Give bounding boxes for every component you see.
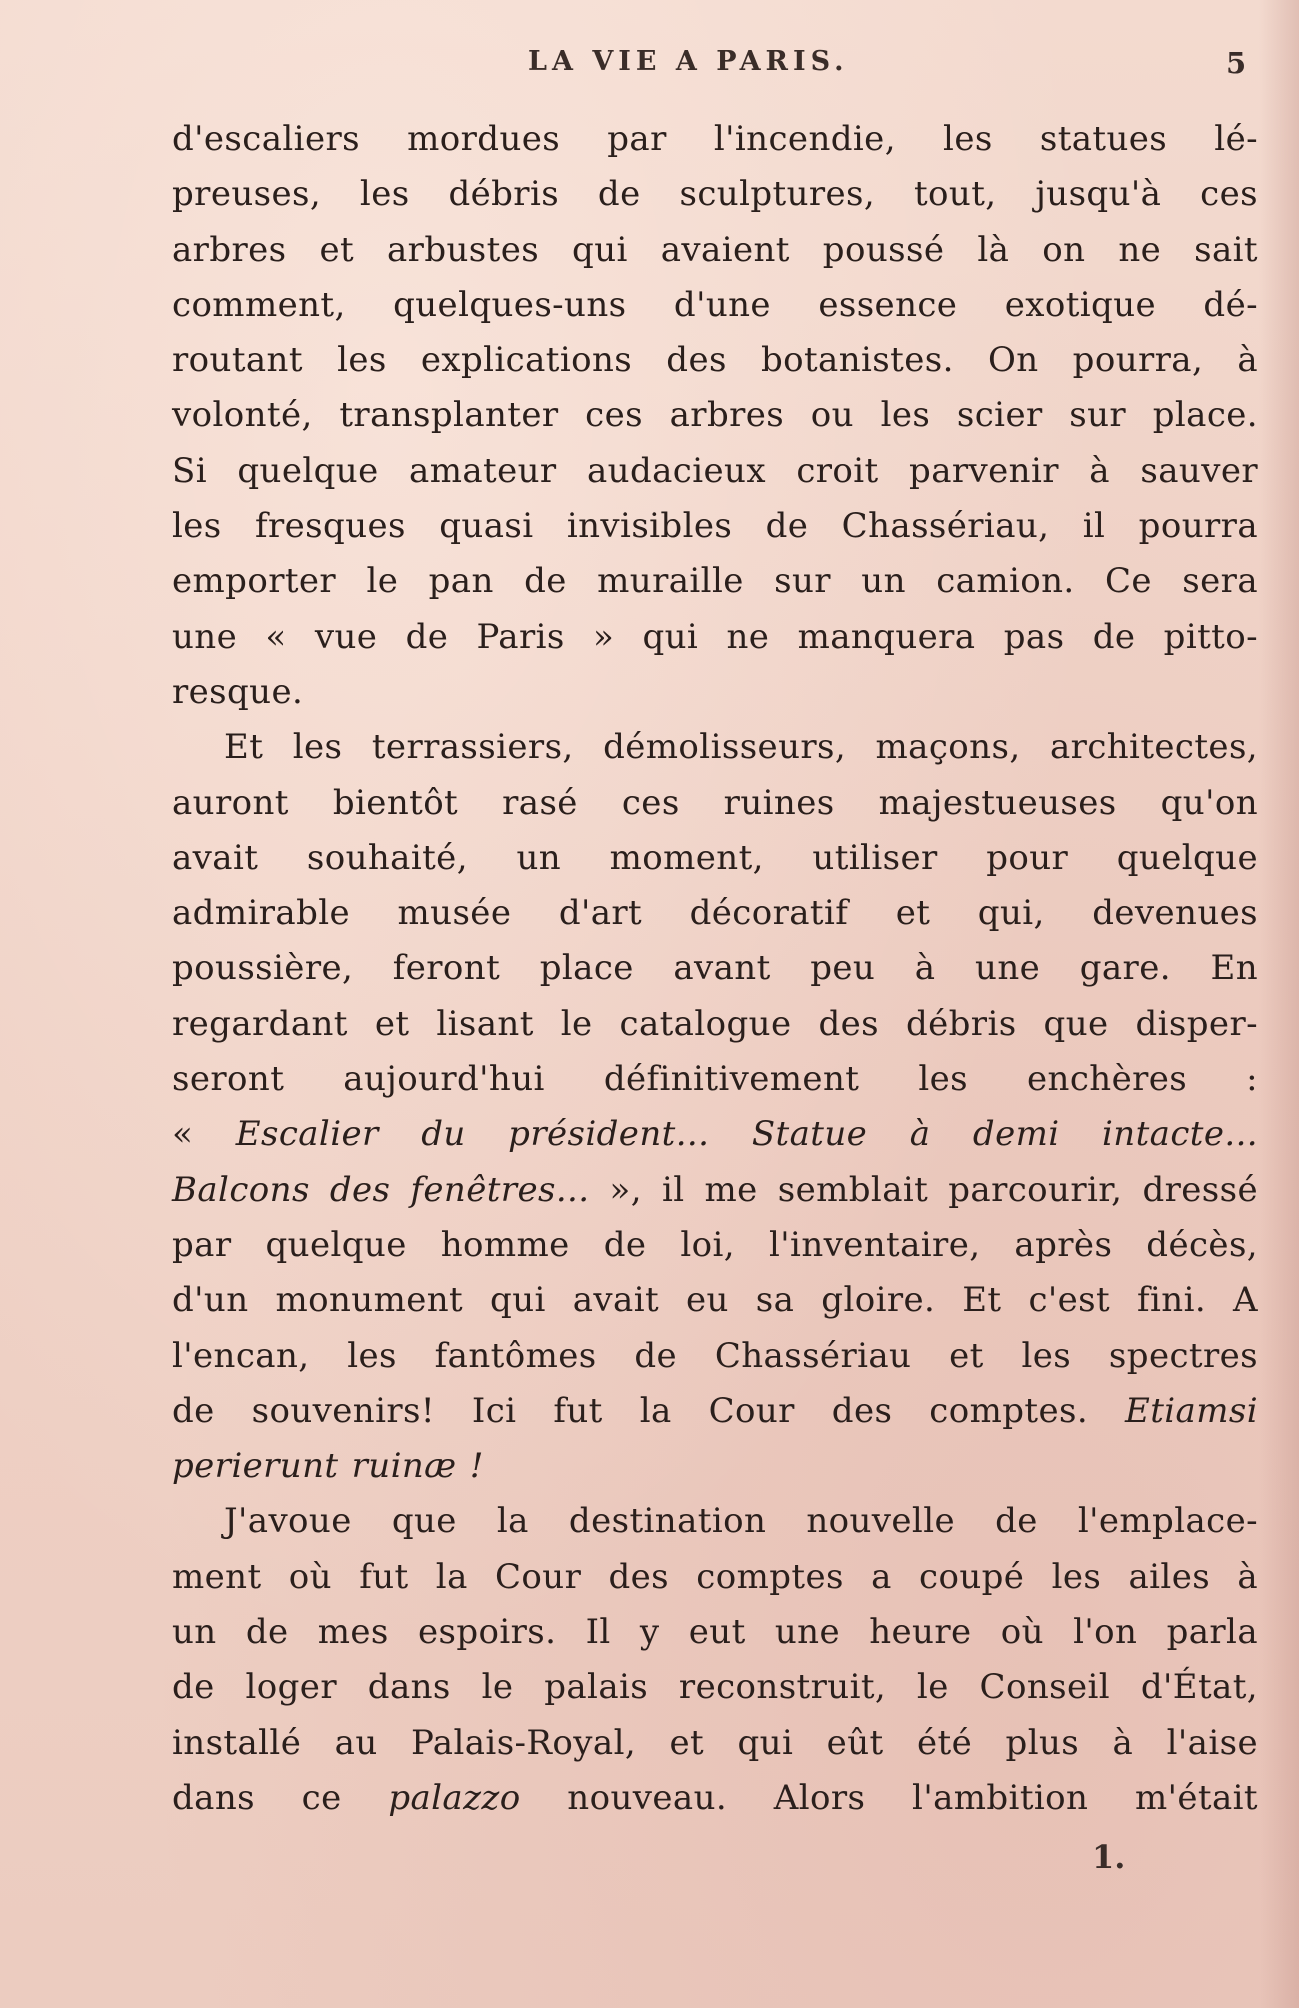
- italic-text: palazzo: [388, 1777, 521, 1818]
- text-segment: J'avoue que la destination nouvelle de l'emplace-: [224, 1501, 1258, 1542]
- text-segment: arbres et arbustes qui avaient poussé là on ne sait: [172, 229, 1258, 270]
- text-segment: emporter le pan de muraille sur un camion. Ce sera: [172, 561, 1258, 602]
- text-segment: par quelque homme de loi, l'inventaire, après décès,: [172, 1224, 1258, 1265]
- text-line: [172, 997, 1258, 1052]
- text-line: [172, 1660, 1258, 1715]
- text-line: [172, 1273, 1258, 1328]
- text-segment: seront aujourd'hui définitivement les enchères :: [172, 1059, 1258, 1100]
- text-segment: comment, quelques-uns d'une essence exotique dé-: [172, 284, 1258, 325]
- text-segment: volonté, transplanter ces arbres ou les scier sur place.: [172, 395, 1258, 436]
- text-line: [172, 1771, 1258, 1826]
- text-segment: ment où fut la Cour des comptes a coupé les ailes à: [172, 1556, 1258, 1597]
- text-segment: routant les explications des botanistes. On pourra, à: [172, 340, 1258, 381]
- text-line: [172, 1218, 1258, 1273]
- text-line: [172, 554, 1258, 609]
- text-line: [172, 1716, 1258, 1771]
- text-segment: avait souhaité, un moment, utiliser pour quelque: [172, 837, 1258, 878]
- text-segment: les fresques quasi invisibles de Chassériau, il pourra: [172, 506, 1258, 547]
- text-line: [172, 1494, 1258, 1549]
- text-line: [172, 1107, 1258, 1162]
- text-line: [172, 1439, 1258, 1494]
- text-line: [172, 167, 1258, 222]
- text-line: [172, 665, 1258, 720]
- running-title: LA VIE A PARIS.: [528, 46, 849, 77]
- text-line: [172, 1605, 1258, 1660]
- text-segment: admirable musée d'art décoratif et qui, devenues: [172, 893, 1258, 934]
- text-line: [172, 941, 1258, 996]
- text-line: [172, 1052, 1258, 1107]
- page-number: 5: [1226, 46, 1247, 80]
- text-line: [172, 1163, 1258, 1218]
- signature-mark: 1.: [1092, 1838, 1126, 1876]
- text-segment: nouveau. Alors l'ambition m'était: [520, 1777, 1258, 1818]
- italic-text: Etiamsi: [1125, 1390, 1258, 1431]
- text-segment: une « vue de Paris » qui ne manquera pas de pitto-: [172, 616, 1258, 657]
- text-segment: poussière, feront place avant peu à une gare. En: [172, 948, 1258, 989]
- text-line: [172, 776, 1258, 831]
- text-line: [172, 1384, 1258, 1439]
- text-segment: un de mes espoirs. Il y eut une heure où l'on parla: [172, 1612, 1258, 1653]
- text-line: [172, 831, 1258, 886]
- text-segment: preuses, les débris de sculptures, tout, jusqu'à ces: [172, 174, 1258, 215]
- text-line: [172, 720, 1258, 775]
- text-line: [172, 388, 1258, 443]
- text-line: [172, 499, 1258, 554]
- text-line: [172, 1329, 1258, 1384]
- text-line: [172, 886, 1258, 941]
- text-segment: auront bientôt rasé ces ruines majestueuses qu'on: [172, 782, 1258, 823]
- italic-text: Balcons des fenêtres...: [172, 1169, 590, 1210]
- text-line: [172, 610, 1258, 665]
- text-segment: Et les terrassiers, démolisseurs, maçons, architectes,: [224, 727, 1258, 768]
- text-line: [172, 1550, 1258, 1605]
- italic-text: perierunt ruinæ !: [172, 1446, 484, 1487]
- text-segment: dans ce: [172, 1777, 389, 1818]
- text-segment: Si quelque amateur audacieux croit parvenir à sauver: [172, 450, 1258, 491]
- text-segment: d'un monument qui avait eu sa gloire. Et c'est fini. A: [172, 1280, 1258, 1321]
- text-line: [172, 333, 1258, 388]
- text-segment: de souvenirs! Ici fut la Cour des comptes.: [172, 1390, 1125, 1431]
- text-line: [172, 444, 1258, 499]
- running-head: [0, 46, 1299, 86]
- text-line: [172, 223, 1258, 278]
- text-segment: », il me semblait parcourir, dressé: [589, 1169, 1258, 1210]
- italic-text: Escalier du président... Statue à demi intacte...: [235, 1114, 1258, 1155]
- text-line: [172, 112, 1258, 167]
- text-segment: l'encan, les fantômes de Chassériau et les spectres: [172, 1335, 1258, 1376]
- text-segment: resque.: [172, 671, 304, 712]
- text-segment: regardant et lisant le catalogue des débris que disper-: [172, 1003, 1258, 1044]
- text-segment: d'escaliers mordues par l'incendie, les statues lé-: [172, 119, 1258, 159]
- body-text: [172, 112, 1258, 1826]
- text-segment: «: [172, 1114, 236, 1155]
- text-segment: installé au Palais-Royal, et qui eût été plus à l'aise: [172, 1722, 1258, 1763]
- text-segment: de loger dans le palais reconstruit, le Conseil d'État,: [172, 1667, 1258, 1708]
- text-line: [172, 278, 1258, 333]
